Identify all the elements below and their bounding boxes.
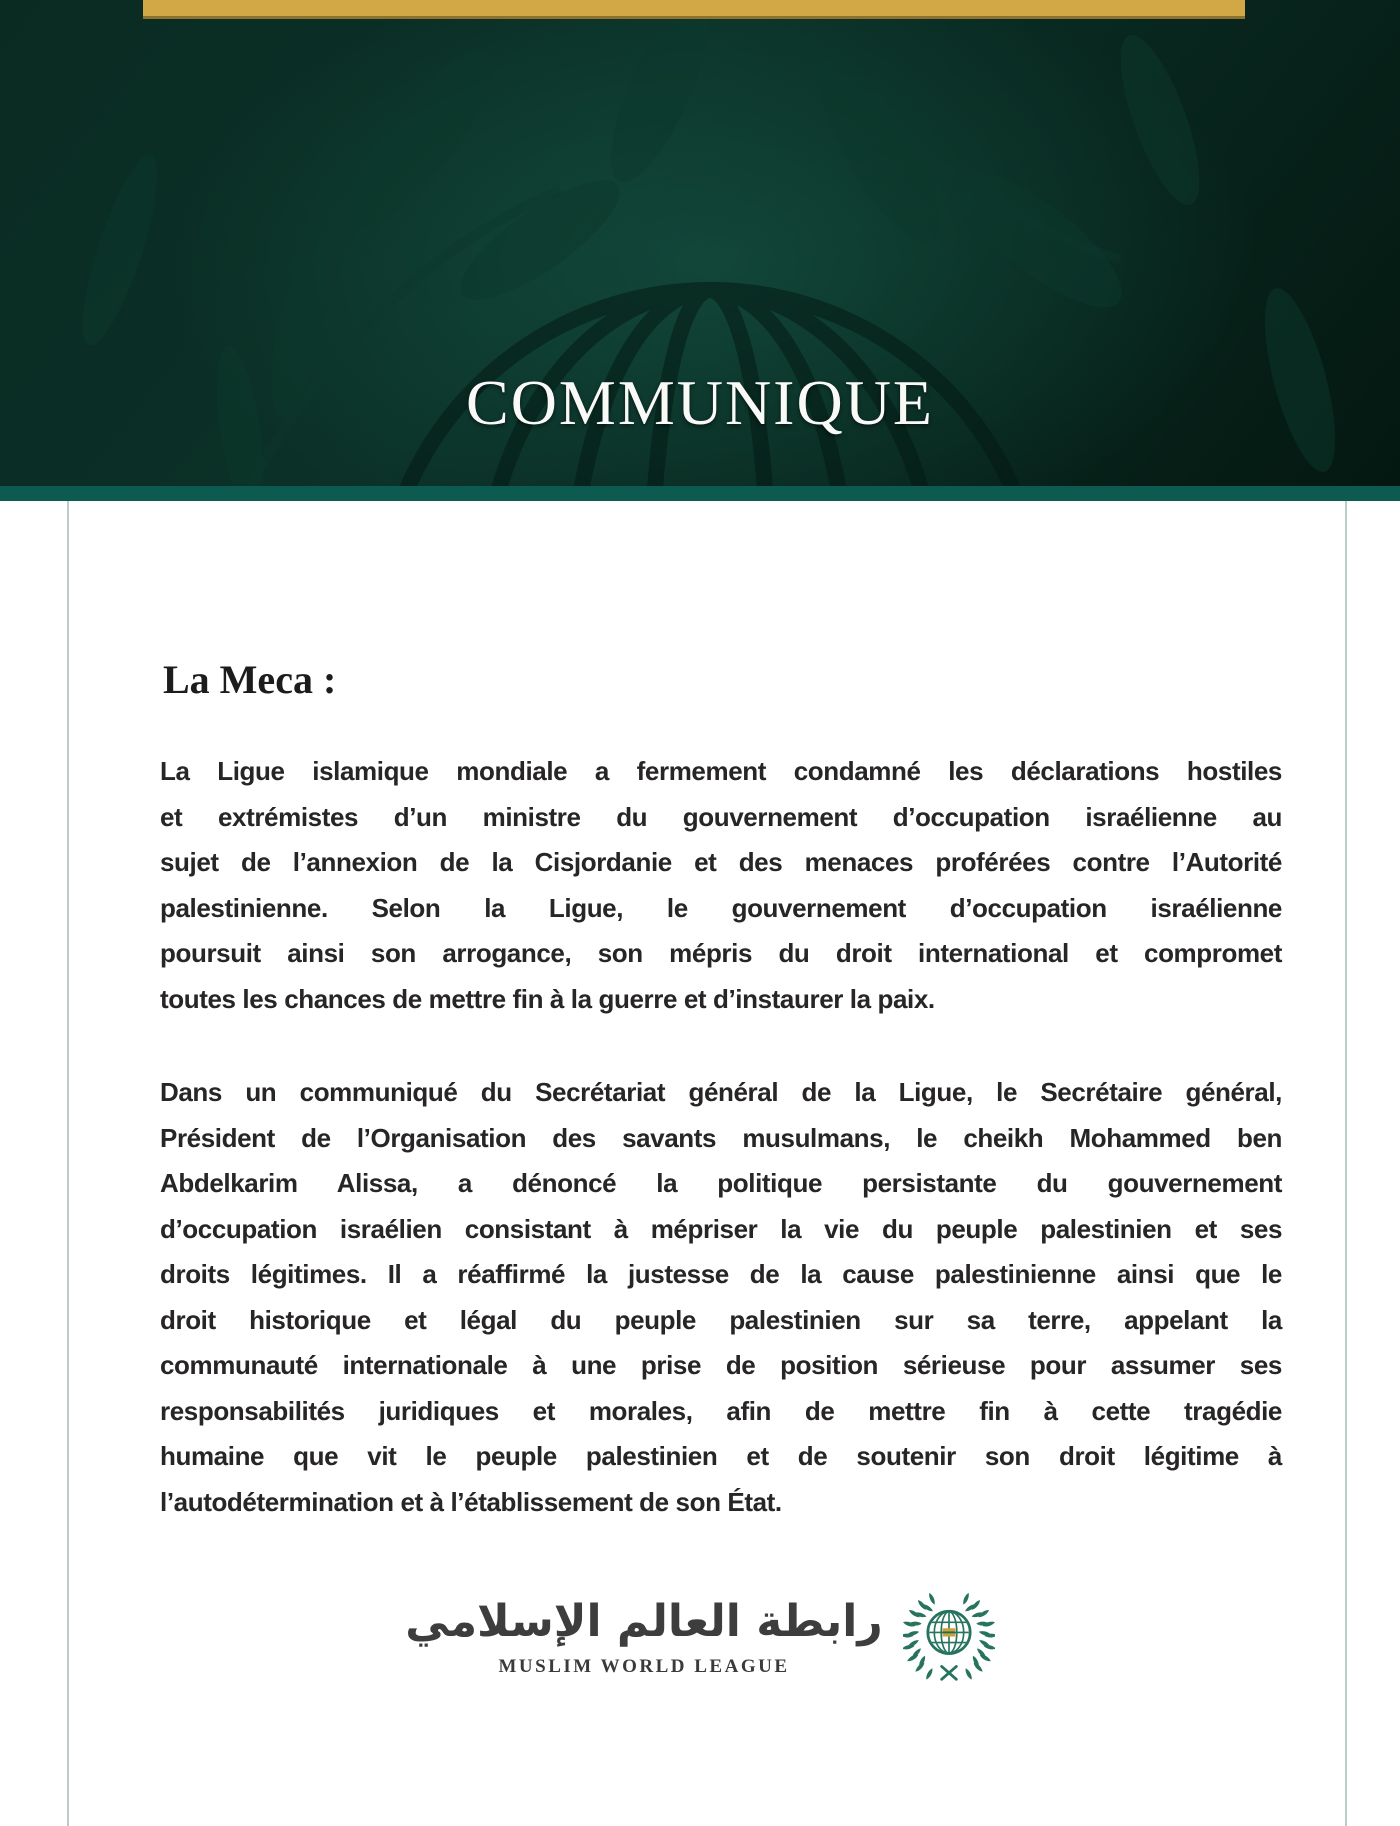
content-sheet	[0, 501, 1400, 1826]
location-heading: La Meca :	[163, 657, 337, 702]
text-line: Dans un communiqué du Secrétariat général de la Ligue, le Secrétaire général,	[160, 1077, 1282, 1107]
text-line: toutes les chances de mettre fin à la guerre et d’instaurer la paix.	[160, 983, 935, 1014]
text-line: droit historique et légal du peuple palestinien sur sa terre, appelant la	[160, 1304, 1282, 1335]
text-line: sujet de l’annexion de la Cisjordanie et des menaces proférées contre l’Autorité	[160, 847, 1282, 877]
text-line: palestinienne. Selon la Ligue, le gouvernement d’occupation israélienne	[160, 892, 1282, 923]
text-line: communauté internationale à une prise de position sérieuse pour assumer ses	[160, 1350, 1282, 1380]
text-line: d’occupation israélien consistant à mépriser la vie du peuple palestinien et ses	[160, 1213, 1282, 1244]
text-line: Président de l’Organisation des savants musulmans, le cheikh Mohammed ben	[160, 1122, 1282, 1153]
text-line: humaine que vit le peuple palestinien et de soutenir son droit légitime à	[160, 1441, 1282, 1471]
logo-text-column	[405, 1596, 882, 1678]
text-line: Abdelkarim Alissa, a dénoncé la politique persistante du gouvernement	[160, 1168, 1282, 1198]
logo-org-name: MUSLIM WORLD LEAGUE	[498, 1656, 790, 1677]
globe-laurel-wreath-emblem-icon	[903, 1591, 995, 1683]
muslim-world-league-logo	[0, 1591, 1400, 1683]
text-line: droits légitimes. Il a réaffirmé la justesse de la cause palestinienne ainsi que le	[160, 1259, 1282, 1289]
page-title: COMMUNIQUE	[466, 367, 934, 438]
text-line: l’autodétermination et à l’établissement de son État.	[160, 1486, 782, 1517]
left-rule-line	[67, 501, 69, 1826]
gold-accent-bar	[143, 0, 1245, 19]
text-line: responsabilités juridiques et morales, afin de mettre fin à cette tragédie	[160, 1395, 1282, 1426]
text-line: et extrémistes d’un ministre du gouvernement d’occupation israélienne au	[160, 801, 1282, 832]
text-line: poursuit ainsi son arrogance, son mépris du droit international et compromet	[160, 938, 1282, 968]
teal-divider	[0, 486, 1400, 501]
text-line: La Ligue islamique mondiale a fermement condamné les déclarations hostiles	[160, 756, 1282, 786]
header-banner	[0, 0, 1400, 486]
right-rule-line	[1345, 501, 1347, 1826]
communique-paragraph-1	[160, 749, 1282, 1022]
communique-paragraph-2	[160, 1070, 1282, 1525]
logo-arabic-calligraphy: رابطة العالم الإسلامي	[405, 1596, 883, 1647]
